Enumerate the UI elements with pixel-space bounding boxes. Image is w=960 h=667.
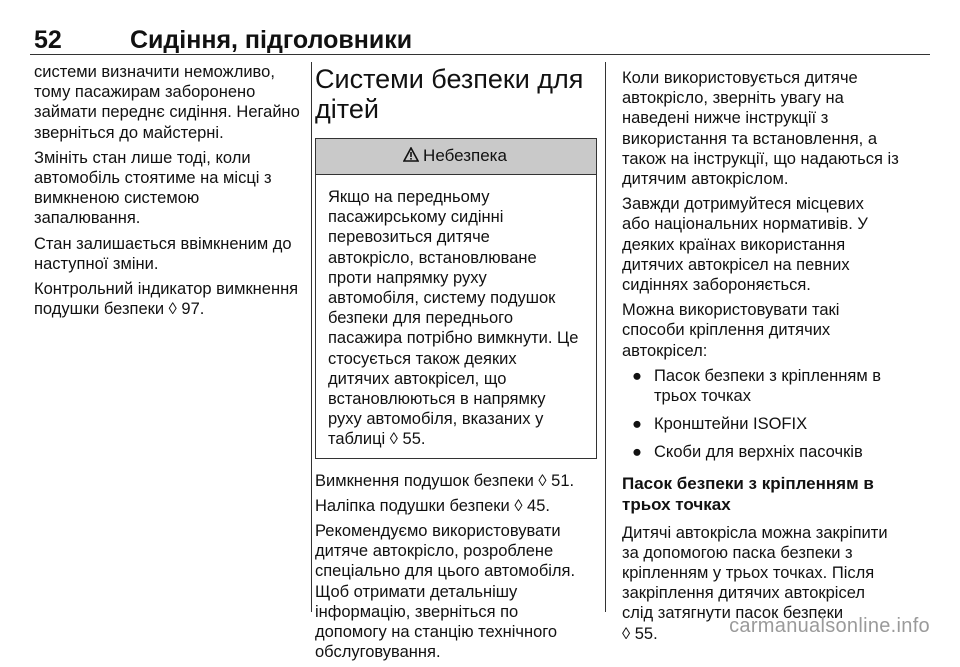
warning-text: Якщо на передньому пасажирському сидінні перевозиться дитяче автокрісло, встановлюване проти напрямку руху автомобіля, систему подушок безпеки для переднього пасажира потрібно вимкнути. Це стосується також деяких дитячих автокрісел, що встановлюються в напрямку руху автомобіля, вказаних у таблиці ◊ 55. bbox=[328, 188, 579, 449]
warning-header bbox=[316, 139, 596, 175]
paragraph: Можна використовувати такі способи кріплення дитячих автокрісел: bbox=[622, 301, 840, 360]
page-title: Сидіння, підголовники bbox=[130, 26, 413, 54]
column-middle bbox=[315, 64, 597, 667]
watermark-text: carmanualsonline.info bbox=[729, 615, 930, 637]
paragraph-child-seat-table-link[interactable]: Дитячі автокрісла можна закріпити за допомогою паска безпеки з кріпленням у трьох точках. Після закріплення дитячих автокрісел слід затягнути пасок безпеки ◊ 55. bbox=[622, 523, 888, 643]
paragraph-airbag-label-link[interactable]: Наліпка подушки безпеки ◊ 45. bbox=[315, 496, 550, 515]
list-item: ● Пасок безпеки з кріпленням в трьох точках bbox=[632, 366, 882, 406]
page-header bbox=[30, 20, 930, 55]
column-right bbox=[622, 68, 917, 649]
paragraph: системи визначити неможливо, тому пасажирам заборонено займати переднє сидіння. Негайно зверніться до майстерні. bbox=[34, 63, 300, 142]
paragraph-airbag-indicator-link[interactable]: Контрольний індикатор вимкнення подушки безпеки ◊ 97. bbox=[34, 280, 299, 319]
paragraph: Рекомендуємо використовувати дитяче автокрісло, розроблене спеціально для цього автомобіля. Щоб отримати детальнішу інформацію, зверніться по допомогу на станцію технічного обслуговування. bbox=[315, 522, 576, 662]
list-item: ● Скоби для верхніх пасочків bbox=[632, 443, 863, 462]
paragraph-airbag-deactivation-link[interactable]: Вимкнення подушок безпеки ◊ 51. bbox=[315, 471, 575, 490]
bullet-icon: ● bbox=[632, 366, 642, 385]
section-title: Системи безпеки для дітей bbox=[315, 64, 584, 124]
bullet-icon: ● bbox=[632, 443, 642, 462]
warning-box bbox=[315, 138, 597, 459]
column-divider-left bbox=[311, 62, 312, 612]
paragraph: Завжди дотримуйтеся місцевих або національних нормативів. У деяких країнах використання дитячих автокрісел на певних сидіннях забороняється. bbox=[622, 195, 868, 295]
bullet-list bbox=[622, 366, 917, 463]
list-item: ● Кронштейни ISOFIX bbox=[632, 415, 808, 434]
paragraph: Коли використовується дитяче автокрісло, зверніть увагу на наведені нижче інструкції з використання та встановлення, а також на інструкції, що надаються із дитячим автокріслом. bbox=[622, 69, 899, 189]
column-left bbox=[34, 62, 304, 324]
bullet-icon: ● bbox=[632, 415, 642, 434]
subheading: Пасок безпеки з кріпленням в трьох точках bbox=[622, 473, 874, 514]
column-divider-right bbox=[605, 62, 606, 612]
page-number: 52 bbox=[34, 26, 62, 54]
paragraph: Змініть стан лише тоді, коли автомобіль стоятиме на місці з вимкненою системою запалювання. bbox=[34, 148, 272, 228]
warning-title: Небезпека bbox=[423, 146, 507, 166]
paragraph: Стан залишається ввімкненим до наступної зміни. bbox=[34, 234, 292, 273]
